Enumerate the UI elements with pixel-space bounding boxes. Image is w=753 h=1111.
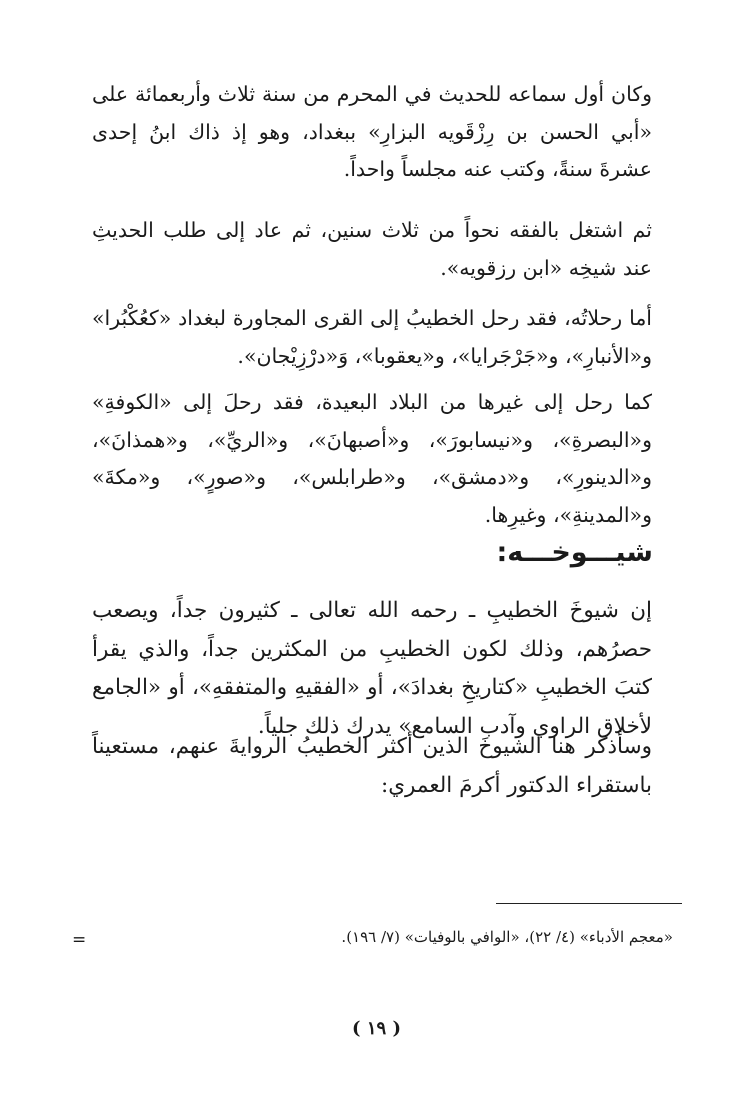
section-heading: شيـــوخـــه: — [496, 537, 653, 568]
footnote-divider — [496, 903, 682, 904]
footnote-text: «معجم الأدباء» (٤/ ٢٢)، «الوافي بالوفيات» (٧/ ١٩٦). — [341, 928, 673, 946]
paragraph-text: وسأذكر هنا الشيوخَ الذين أكثر الخطيبُ الروايةَ عنهم، مستعيناً باستقراء الدكتور أكرمَ العمري: — [92, 734, 652, 798]
paragraph-text: وكان أول سماعه للحديث في المحرم من سنة ثلاث وأربعمائة على «أبي الحسن بن رِزْقَويه البزارِ» ببغداد، وهو إذ ذاك ابنُ إحدى عشرةَ سنةً، وكتب عنه مجلساً واحداً. — [92, 82, 652, 181]
footnote-continuation-marker: = — [72, 930, 87, 950]
paragraph-text: أما رحلاتُه، فقد رحل الخطيبُ إلى القرى المجاورة لبغداد «كعُكْبُرا» و«الأنبارِ»، و«جَرْجَرايا»، و«يعقوبا»، وَ«درْزِيْجان». — [92, 306, 652, 368]
body-paragraph-1 — [92, 76, 652, 189]
paragraph-text: كما رحل إلى غيرها من البلاد البعيدة، فقد رحلَ إلى «الكوفةِ» و«البصرةِ»، و«نيسابورَ»، و«أصبهانَ»، و«الريِّ»، و«همذانَ»، و«الدينورِ»، و«دمشق»، و«طرابلس»، و«صورٍ»، و«مكةَ» و«المدينةِ»، وغيرِها. — [92, 390, 652, 527]
paragraph-text: ثم اشتغل بالفقه نحواً من ثلاث سنين، ثم عاد إلى طلب الحديثِ عند شيخِه «ابن رزقويه». — [92, 218, 653, 280]
paragraph-text: إن شيوخَ الخطيبِ ـ رحمه الله تعالى ـ كثيرون جداً، ويصعب حصرُهم، وذلك لكون الخطيبِ من المكثرين جداً، والذي يقرأ كتبَ الخطيبِ «كتاريخِ بغدادَ»، أو «الفقيهِ والمتفقهِ»، أو «الجامع لأخلاق الراوي وآدب السامع» يدرك ذلك جلياً. — [92, 598, 652, 739]
section-paragraph-1 — [92, 592, 652, 746]
section-paragraph-2 — [92, 728, 652, 805]
page-number: ( ١٩ ) — [352, 1018, 401, 1039]
body-paragraph-2 — [92, 212, 652, 287]
body-paragraph-4 — [92, 384, 652, 534]
body-paragraph-3 — [92, 300, 652, 375]
